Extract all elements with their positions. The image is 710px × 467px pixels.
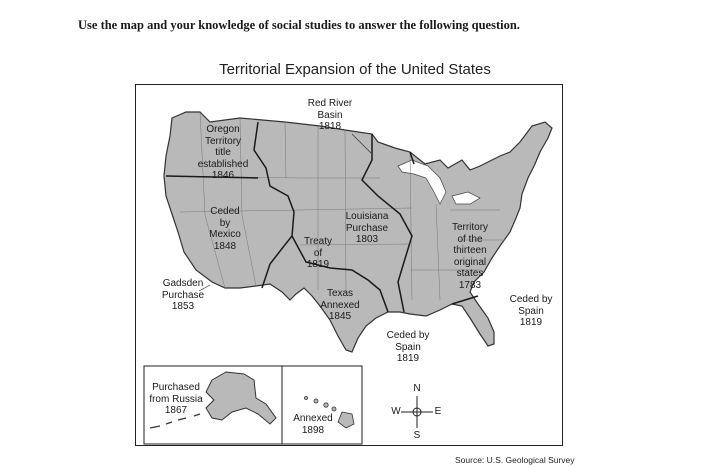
- question-instruction: Use the map and your knowledge of social studies to answer the following question.: [78, 18, 520, 32]
- label-ceded-by-mexico: Ceded by Mexico 1848: [209, 206, 241, 252]
- compass-south: S: [413, 430, 421, 441]
- label-gadsden-purchase: Gadsden Purchase 1853: [161, 278, 205, 312]
- label-alaska-purchase: Purchased from Russia 1867: [149, 382, 203, 416]
- compass-rose: [401, 396, 433, 428]
- label-original-states: Territory of the thirteen original states 1783: [451, 222, 489, 291]
- compass-north: N: [413, 383, 421, 394]
- label-texas-annexed: Texas Annexed 1845: [320, 288, 360, 322]
- label-treaty-of-1819: Treaty of 1819: [304, 236, 332, 270]
- label-louisiana-purchase: Louisiana Purchase 1803: [345, 211, 389, 245]
- label-ceded-by-spain-east: Ceded by Spain 1819: [509, 294, 553, 328]
- label-ceded-by-spain-west: Ceded by Spain 1819: [386, 330, 430, 364]
- compass-west: W: [391, 406, 401, 417]
- map-source: Source: U.S. Geological Survey: [455, 455, 575, 465]
- label-oregon-territory: Oregon Territory title established 1846: [197, 124, 249, 181]
- compass-east: E: [434, 406, 442, 417]
- label-red-river-basin: Red River Basin 1818: [307, 98, 353, 132]
- alaska-shape: [206, 372, 276, 424]
- map-title: Territorial Expansion of the United States: [219, 61, 491, 78]
- label-hawaii-annexed: Annexed 1898: [293, 413, 333, 436]
